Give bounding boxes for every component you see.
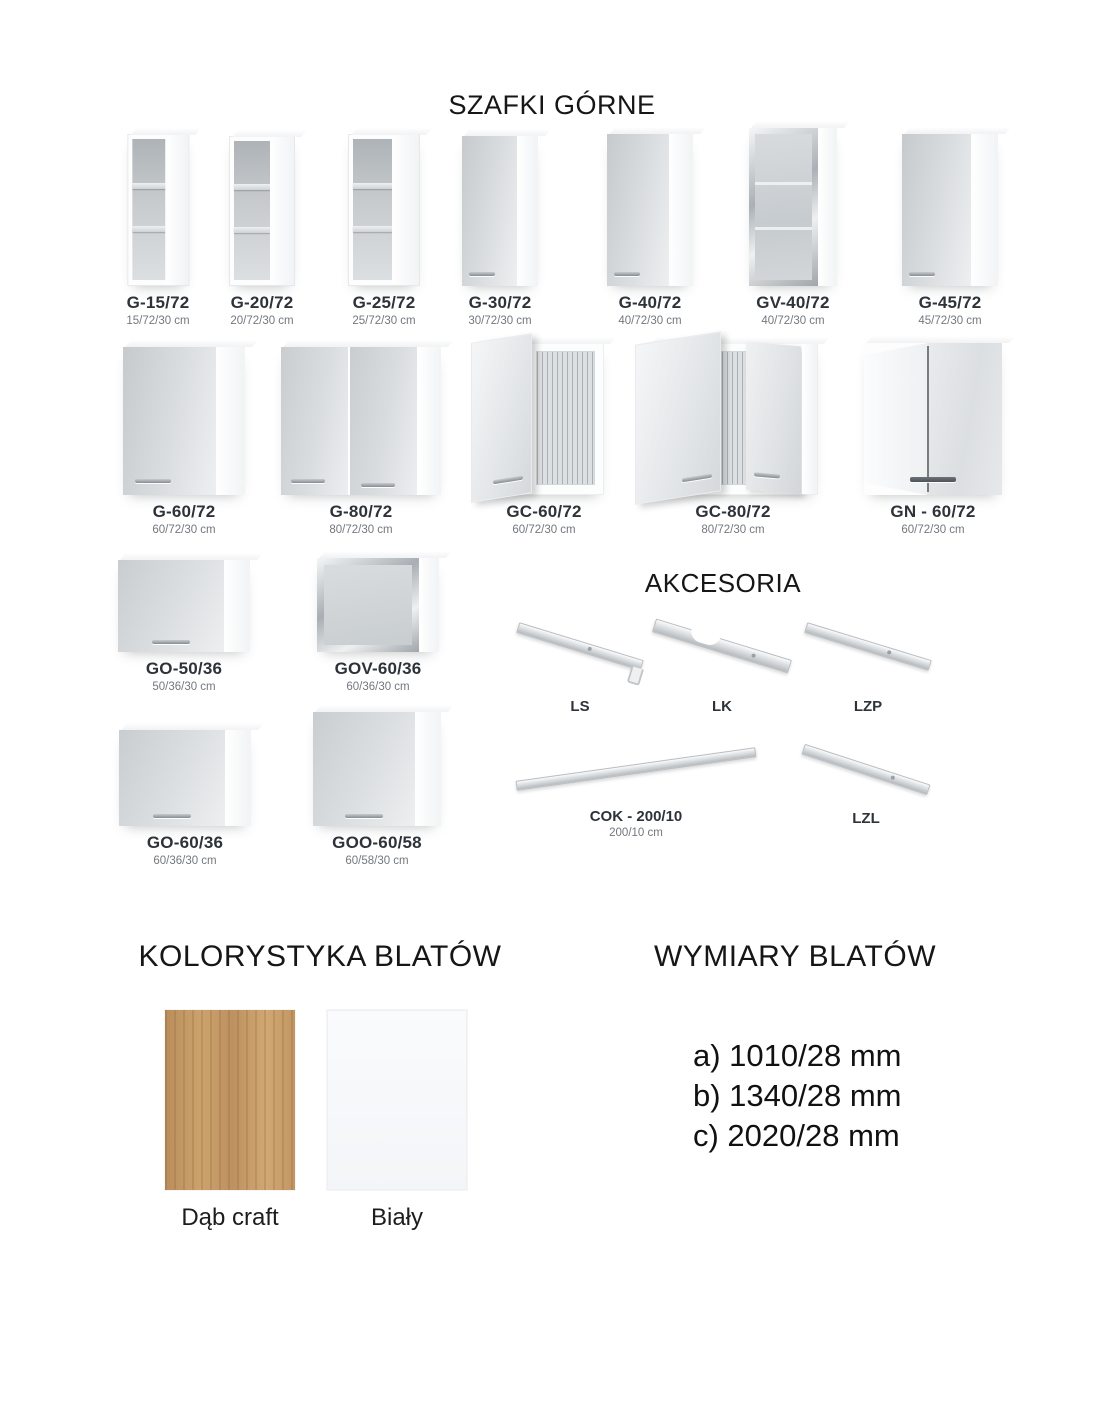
accessory-dimensions: 200/10 cm <box>609 827 663 839</box>
cabinet-side <box>669 134 693 286</box>
open-door <box>635 331 721 505</box>
shelf-interior <box>234 141 270 280</box>
cabinet-g-60-72-image <box>123 347 245 495</box>
worktop-dimension-item: b) 1340/28 mm <box>693 1078 902 1113</box>
cabinet-dimensions: 20/72/30 cm <box>230 315 294 327</box>
shelf-line <box>353 226 392 232</box>
shelf-interior <box>132 139 166 280</box>
accessory-lk <box>651 600 793 715</box>
door-handle <box>469 272 495 276</box>
cabinet-name: GC-80/72 <box>695 502 771 521</box>
screw-hole <box>587 646 592 651</box>
cabinet-side <box>392 135 419 285</box>
dish-rack <box>536 351 595 485</box>
cabinet-gov-60-36-image <box>317 558 439 652</box>
cabinet-goo-60-58-image <box>313 712 441 826</box>
cabinet-door <box>462 136 519 286</box>
cabinet-g-45-72 <box>902 126 998 327</box>
wood-swatch <box>165 1010 295 1190</box>
door-handle <box>909 272 935 276</box>
door-handle <box>153 814 191 818</box>
worktop-color-dab-craft <box>165 1010 295 1232</box>
accessory-name: LZL <box>852 810 880 827</box>
cabinet-name: GOV-60/36 <box>334 659 422 678</box>
door-handle <box>291 479 325 483</box>
cabinet-dimensions: 60/36/30 cm <box>346 681 410 693</box>
cabinet-goo-60-58 <box>313 706 441 867</box>
glass-pane <box>755 134 812 280</box>
accessory-lzp <box>803 600 933 715</box>
worktop-dimensions-list <box>693 1036 902 1156</box>
cabinet-dimensions: 60/58/30 cm <box>345 855 409 867</box>
cabinet-go-50-36 <box>118 552 250 693</box>
cabinet-name: GO-60/36 <box>146 833 224 852</box>
accessory-lk-image <box>652 619 792 674</box>
accessories-title: AKCESORIA <box>644 568 802 598</box>
cabinet-g-80-72 <box>281 338 441 536</box>
open-door <box>471 333 532 503</box>
cabinet-name: G-40/72 <box>618 293 682 312</box>
cabinet-side <box>802 344 817 494</box>
cabinet-side <box>971 134 998 286</box>
worktop-dimensions-title: WYMIARY BLATÓW <box>653 940 937 973</box>
cabinet-side <box>419 347 441 495</box>
flip-door <box>313 712 417 826</box>
cabinet-name: G-60/72 <box>152 502 216 521</box>
cabinet-gov-60-36 <box>317 552 439 693</box>
cabinet-door <box>902 134 973 286</box>
door-handle <box>493 476 523 485</box>
cabinet-gc-80-72 <box>648 338 818 536</box>
accessory-name: LZP <box>853 698 883 715</box>
glass-door-frame <box>749 128 820 286</box>
cabinet-name: G-45/72 <box>918 293 982 312</box>
cabinet-door-right <box>746 342 801 495</box>
cabinet-g-15-72 <box>126 126 189 327</box>
cabinet-door <box>607 134 671 286</box>
cabinet-dimensions: 40/72/30 cm <box>761 315 825 327</box>
cabinet-side <box>419 558 439 652</box>
cabinet-dimensions: 60/72/30 cm <box>901 524 965 536</box>
cabinet-go-60-36 <box>119 706 251 867</box>
worktop-dimension-item: c) 2020/28 mm <box>693 1118 900 1153</box>
cabinet-g-30-72-image <box>462 136 538 286</box>
shelf-interior <box>353 139 392 280</box>
worktop-colors-title: KOLORYSTYKA BLATÓW <box>138 940 502 973</box>
cabinet-side <box>517 136 538 286</box>
glass-flip-frame <box>317 558 421 652</box>
swatch-label: Dąb craft <box>181 1204 279 1231</box>
door-handle <box>135 479 171 483</box>
worktop-dimension-item: a) 1010/28 mm <box>693 1038 902 1073</box>
accessory-cok-image <box>515 747 756 791</box>
cabinet-dimensions: 80/72/30 cm <box>701 524 765 536</box>
cabinet-side <box>270 137 294 285</box>
glass-shelf-line <box>755 227 812 230</box>
cabinet-name: GOO-60/58 <box>332 833 422 852</box>
flip-door <box>118 560 226 652</box>
cabinet-dimensions: 45/72/30 cm <box>918 315 982 327</box>
cabinet-door-right <box>350 347 419 495</box>
cabinet-name: GO-50/36 <box>145 659 223 678</box>
cabinet-gv-40-72 <box>749 126 837 327</box>
cabinet-gc-80-72-image <box>648 343 818 495</box>
cabinet-g-60-72 <box>123 338 245 536</box>
white-swatch <box>327 1010 467 1190</box>
cabinet-name: GN - 60/72 <box>890 502 976 521</box>
accessory-lzp-image <box>804 622 932 671</box>
accessory-cok-200-10 <box>515 736 757 839</box>
cabinet-gv-40-72-image <box>749 128 837 286</box>
door-handle <box>682 474 712 483</box>
shelf-line <box>132 226 166 232</box>
accessory-lzl <box>800 734 932 827</box>
door-handle <box>910 477 956 482</box>
accessory-lzl-image <box>802 743 931 794</box>
door-handle <box>754 472 780 478</box>
glass-shelf-line <box>755 182 812 185</box>
cabinet-name: G-15/72 <box>126 293 190 312</box>
door-handle <box>361 483 395 487</box>
screw-hole <box>890 775 895 780</box>
flip-door <box>119 730 227 826</box>
cabinet-side <box>216 347 245 495</box>
cabinet-side <box>165 135 188 285</box>
cabinet-name: G-20/72 <box>230 293 294 312</box>
door-handle <box>152 640 190 644</box>
screw-hole <box>751 653 756 658</box>
cabinet-g-15-72-image <box>127 134 189 286</box>
cabinet-g-40-72 <box>607 126 693 327</box>
cabinet-name: GV-40/72 <box>756 293 830 312</box>
cabinet-side <box>225 730 251 826</box>
cabinet-dimensions: 80/72/30 cm <box>329 524 393 536</box>
upper-cabinets-title: SZAFKI GÓRNE <box>448 90 656 120</box>
cabinet-name: GC-60/72 <box>506 502 582 521</box>
worktop-color-bialy <box>327 1010 467 1232</box>
cabinet-door-left <box>281 347 350 495</box>
corner-door <box>927 343 1002 495</box>
cabinet-go-50-36-image <box>118 560 250 652</box>
cabinet-side <box>818 128 837 286</box>
cabinet-gc-60-72 <box>484 338 604 536</box>
accessory-ls <box>515 600 645 715</box>
corner-side-panel <box>864 343 927 495</box>
door-gap-line <box>927 346 929 492</box>
cabinet-g-80-72-image <box>281 347 441 495</box>
cabinet-dimensions: 25/72/30 cm <box>352 315 416 327</box>
cabinet-g-25-72-image <box>348 134 420 286</box>
cabinet-name: G-80/72 <box>329 502 393 521</box>
cabinet-gn-60-72 <box>864 338 1002 536</box>
accessory-ls-image <box>516 622 644 671</box>
cabinet-door <box>123 347 218 495</box>
cabinet-side <box>224 560 250 652</box>
shelf-line <box>132 183 166 189</box>
cabinet-dimensions: 40/72/30 cm <box>618 315 682 327</box>
cabinet-dimensions: 60/72/30 cm <box>152 524 216 536</box>
swatch-label: Biały <box>370 1204 424 1231</box>
cabinet-dimensions: 60/72/30 cm <box>512 524 576 536</box>
cabinet-side <box>415 712 441 826</box>
cabinet-g-25-72 <box>348 126 420 327</box>
cabinet-dimensions: 30/72/30 cm <box>468 315 532 327</box>
shelf-line <box>234 227 270 233</box>
shelf-line <box>353 183 392 189</box>
shelf-line <box>234 184 270 190</box>
door-handle <box>614 272 640 276</box>
cabinet-g-30-72 <box>462 126 538 327</box>
cabinet-dimensions: 60/36/30 cm <box>153 855 217 867</box>
cabinet-name: G-30/72 <box>468 293 532 312</box>
cabinet-gc-60-72-image <box>484 343 604 495</box>
screw-hole <box>887 650 892 655</box>
cabinet-gn-60-72-image <box>864 343 1002 495</box>
cabinet-g-45-72-image <box>902 134 998 286</box>
accessory-name: COK - 200/10 <box>589 808 683 825</box>
cabinet-go-60-36-image <box>119 730 251 826</box>
cabinet-g-40-72-image <box>607 134 693 286</box>
cabinet-dimensions: 15/72/30 cm <box>126 315 190 327</box>
accessory-name: LK <box>712 698 732 715</box>
cabinet-dimensions: 50/36/30 cm <box>152 681 216 693</box>
accessory-name: LS <box>570 698 590 715</box>
door-handle <box>345 814 383 818</box>
cabinet-name: G-25/72 <box>352 293 416 312</box>
cabinet-g-20-72 <box>229 126 295 327</box>
cabinet-g-20-72-image <box>229 136 295 286</box>
glass-pane <box>324 565 412 645</box>
